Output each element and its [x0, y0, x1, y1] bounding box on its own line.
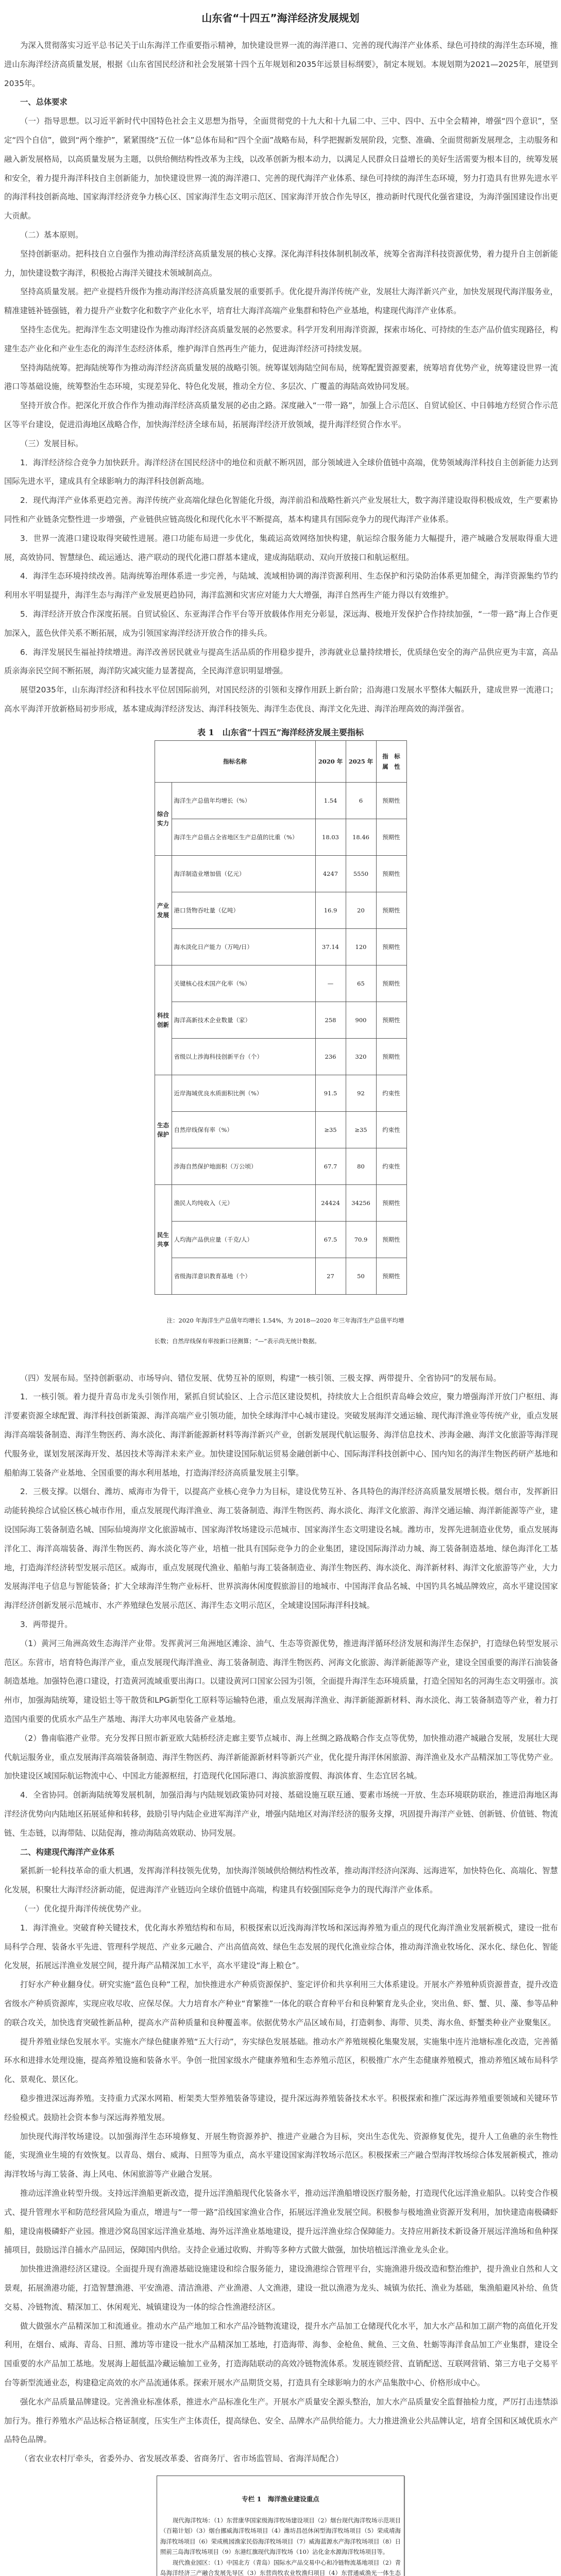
value-2025-cell: 18.46: [346, 819, 376, 855]
paragraph: 3．两带提升。: [20, 1620, 73, 1630]
section-general-requirements: [0, 93, 561, 718]
paragraph: 加快现代海洋牧场建设。以加强海洋生态环境修复、开展生物资源养护、推进产业融合为目标，突出生态优先、资源修复优先，提升人工鱼礁的亲生物性能，实现渔业生境的有效恢复。以青岛、烟台、威海、日照等为重点，高水平建设国家海洋牧场示范区。积极探索三产融合型海洋牧场综合体发展新模式，推动海洋牧场与海工装备、海上风电、休闲旅游等产业融合发展。: [4, 2131, 558, 2179]
indicator-name-cell: 海洋高新技术企业数量（家）: [172, 1002, 315, 1038]
value-2025-cell: 900: [346, 1002, 376, 1038]
indicator-attr-cell: 预期性: [376, 1038, 406, 1075]
category-cell: 生态保护: [155, 1075, 172, 1184]
table-row: [155, 1038, 406, 1075]
value-2025-cell: ≥35: [346, 1111, 376, 1148]
value-2025-cell: 34256: [346, 1184, 376, 1221]
value-2025-cell: 6: [346, 782, 376, 819]
paragraph: 坚持海陆统筹。把海陆统筹作为推动海洋经济高质量发展的战略引领。统筹谋划海陆空间布局，统筹配置资源要素，统筹培育优势产业，统筹建设世界一流港口等基础设施，统筹整治生态环境，实现差异化、特色化发展，推动全方位、多层次、广覆盖的海陆高效协同发展。: [4, 363, 558, 392]
table-row: [155, 1075, 406, 1111]
column-box-1: [157, 2476, 404, 2576]
value-2025-cell: 80: [346, 1148, 376, 1184]
value-2025-cell: 20: [346, 892, 376, 928]
paragraph: 坚持高质量发展。把产业提档升级作为推动海洋经济高质量发展的重要抓手。优化提升海洋传统产业，发展壮大海洋新兴产业，加快发展现代海洋服务业，精准建链补链强链，着力提升产业数字化和数字产业化水平，培育壮大海洋高端产业集群和特色产业基地，构建现代海洋产业体系。: [4, 287, 558, 316]
category-cell: 科技创新: [155, 965, 172, 1075]
table-row: [155, 782, 406, 819]
paragraph: 1．一核引领。着力提升青岛市龙头引领作用，紧抓自贸试验区、上合示范区建设契机，持续放大上合组织青岛峰会效应，聚力增强海洋开放门户枢纽、海洋要素资源全球配置、海洋科技创新策源、海洋高端产业引领功能，加快全球海洋中心城市建设。突破发展海洋交通运输、现代海洋渔业等传统产业，重点发展海洋高端装备制造、海洋生物医药、海水淡化、海洋新能源新材料等海洋新兴产业，创新发展现代航运服务、海洋信息技术、涉海金融、海洋文化旅游等海洋现代服务业，谋划发展深海开发、基因技术等海洋未来产业。加快建设国际航运贸易金融创新中心、国际海洋科技创新中心、国内知名的海洋生物医药研产基地和船舶海工装备产业基地、全国重要的海水利用基地，打造海洋经济高质量发展主引擎。: [4, 1392, 558, 1478]
indicator-name-cell: 自然岸线保有率（%）: [172, 1111, 315, 1148]
intro-paragraph: 为深入贯彻落实习近平总书记关于山东海洋工作重要指示精神，加快建设世界一流的海洋港口、完善的现代海洋产业体系、绿色可持续的海洋生态环境，推进山东海洋经济高质量发展，根据《山东省国民经济和社会发展第十四个五年规划和2035年远景目标纲要》，制定本规划。本规划期为2021—2025年，展望到2035年。: [4, 41, 558, 88]
indicator-name-cell: 海洋制造业增加值（亿元）: [172, 855, 315, 892]
value-2025-cell: 65: [346, 965, 376, 1002]
paragraph: 2．三极支撑。以烟台、潍坊、威海市为骨干，以提高产业核心竞争力为目标，建设优势互补、各具特色的海洋经济高质量发展增长极。烟台市，发挥新旧动能转换综合试验区核心城市作用，重点发展现代海洋渔业、海工装备制造、海洋生物医药、海水淡化、海洋文化旅游、海洋交通运输、海洋新能源等产业，建设国际海工装备制造名城、国际仙境海岸文化旅游城市、国家海洋牧场建设示范城市、国家海洋生态文明建设名城。潍坊市，发挥先进制造业优势，重点发展海洋化工、海洋高端装备、海洋生物医药、海水淡化等产业，培植一批具有国际竞争力的企业集团，建设国际海洋动力城、海工装备制造基地、绿色海洋化工基地，打造海洋经济转型发展示范区。威海市，重点发展现代渔业、船舶与海工装备制造业、海洋生物医药、海水淡化、海洋新材料、海洋文化旅游等产业，大力发展海洋电子信息与智能装备；扩大全球海洋生物产业标杆、世界滨海休闲度假旅游目的地城市、中国海洋食品名城、中国钓具名城品牌效应，高水平建设国家海洋经济创新发展示范城市、水产养殖绿色发展示范区、海洋生态文明示范区，全域建设国际海洋科技城。: [4, 1487, 558, 1611]
table-title: 表 1 山东省“十四五”海洋经济发展主要指标: [197, 727, 364, 737]
indicator-name-cell: 渔民人均纯收入（元）: [172, 1184, 315, 1221]
indicator-name-cell: 涉海自然保护地面积（万公顷）: [172, 1148, 315, 1184]
table-header-row: [155, 740, 406, 782]
paragraph: 提升养殖业绿色发展水平。实施水产绿色健康养殖“五大行动”，夯实绿色发展基础。推动水产养殖规模化集聚发展，实施集中连片池塘标准化改造，完善循环水和进排水处理设施，提高养殖设施和装备水平。争创一批国家级水产健康养殖和生态养殖示范区，积极推广水产生态健康养殖模式，推动养殖区域布局科学化、景观化、景区化。: [4, 2037, 558, 2084]
paragraph: 坚持开放合作。把深化开放合作作为推动海洋经济高质量发展的必由之路。深度融入“一带一路”，加强上合示范区、自贸试验区、中日韩地方经贸合作示范区等平台建设，促进沿海地区战略合作，加快海洋经济全球布局，拓展海洋经济开放领域，提升海洋经贸合作水平。: [4, 401, 558, 429]
indicator-name-cell: 关键核心技术国产化率（%）: [172, 965, 315, 1002]
paragraph: 3．世界一流港口建设取得突破性进展。港口功能布局进一步优化，集疏运高效网络加快构建，航运综合服务能力大幅提升，港产城融合发展取得重大进展，高效协同、智慧绿色、疏运通达、港产联动的现代化港口群基本建成，建成海陆联动、双向开放接口和航运枢纽。: [4, 533, 558, 562]
indicator-attr-cell: 预期性: [376, 855, 406, 892]
paragraph: 稳步推进深远海养殖。支持重力式深水网箱、桁架类大型养殖装备等建设，提升深远海养殖装备技术水平。积极探索和推广深远海养殖重要领域和关键环节经验模式。鼓励社会资本参与深远海养殖发展。: [4, 2093, 558, 2122]
paragraph: 做大做强水产品精深加工和流通业。推动水产品产地加工和水产品冷链物流建设，提升水产品加工仓储现代化水平，加大水产品和加工副产物的高值化开发利用，在烟台、威海、青岛、日照、潍坊等市建设一批水产品精深加工基地，打造海带、海参、金枪鱼、鱿鱼、三文鱼、牡蛎等海洋食品加工产业集群，建设全国重要的水产品加工基地。发展海上超低温冷藏运输加工业务，打造海陆联动的高效冷链物流体系。发展连锁经营、直销配送、互联网营销、第三方电子交易平台等新型流通业态，构建稳定高效的水产品流通体系。探索开展水产品期货交易，打造具有全球影响力的水产品集散中心、价格形成中心。: [4, 2321, 558, 2387]
paragraph: 1．海洋经济综合竞争力加快跃升。海洋经济在国民经济中的地位和贡献不断巩固，部分领域进入全球价值链中高端，优势领域海洋科技自主创新能力达到国际先进水平，建成具有全球影响力的海洋科技创新高地。: [4, 457, 558, 486]
section-heading: 一、总体要求: [20, 97, 67, 107]
value-2020-cell: 67.5: [315, 1221, 346, 1258]
paragraph: 6．海洋发展民生福祉持续增进。海洋改善居民就业与提高生活品质的作用稳步提升，涉海就业总量持续增长，优质绿色安全的海产品供应更为丰富，高品质亲海亲民空间不断拓展，海洋防灾减灾能力显著提高，全民海洋意识明显增强。: [4, 647, 558, 676]
paragraph: 4．海洋生态环境持续改善。陆海统筹治理体系进一步完善，与陆域、流域相协调的海洋资源利用、生态保护和污染防治体系更加健全，海洋资源集约节约利用水平明显提升，海洋生态与海洋产业发展更趋协同，海洋监测和灾害应对能力大大增强，海洋自然再生产能力得以有效维护。: [4, 571, 558, 600]
indicator-attr-cell: 预期性: [376, 928, 406, 965]
indicator-table: [155, 740, 407, 1295]
value-2020-cell: 258: [315, 1002, 346, 1038]
value-2020-cell: 236: [315, 1038, 346, 1075]
indicator-attr-cell: 预期性: [376, 892, 406, 928]
indicator-name-cell: 省级以上涉海科技创新平台（个）: [172, 1038, 315, 1075]
box-paragraph: 现代海洋牧场：（1）东营康华国家级海洋牧场建设项目（2）烟台现代海洋牧场示范项目（百箱计划）（3）烟台挪威海洋牧场项目（4）潍坊昌邑休闲型海洋牧场项目（5）荣成靖海海洋牧场项目（6）荣成桃园渔家民俗海洋牧场项目（7）威海蓝源水产海洋牧场项目（8）日照前三岛海洋牧场项目（9）东港红旗现代海洋牧场（10）沾化金水源海洋牧场项目等。: [160, 2516, 401, 2556]
indicator-name-cell: 港口货物吞吐量（亿吨）: [172, 892, 315, 928]
category-cell: 产业发展: [155, 855, 172, 965]
paragraph: 4．全省协同。创新海陆统筹发展机制，加强沿海与内陆规划政策协同对接、基础设施互联互通、要素市场统一开放、生态环境联防联治，推进沿海地区海洋经济优势向内陆地区拓展延伸和转移，鼓励引导内陆企业进军海洋产业，增强内陆地区对海洋经济的服务支撑，巩固提升海洋产业链、创新链、价值链、物流链、生态链，以海带陆、以陆促海，推动海陆高效联动、协同发展。: [4, 1790, 558, 1838]
value-2020-cell: 16.9: [315, 892, 346, 928]
value-2020-cell: 91.5: [315, 1075, 346, 1111]
paragraph: （一）指导思想。以习近平新时代中国特色社会主义思想为指导，全面贯彻党的十九大和十九届二中、三中、四中、五中全会精神，增强“四个意识”，坚定“四个自信”，做到“两个维护”，紧紧围绕“五位一体”总体布局和“四个全面”战略布局，科学把握新发展阶段，完整、准确、全面贯彻新发展理念，主动服务和融入新发展格局，以高质量发展为主题，以供给侧结构性改革为主线，以改革创新为根本动力，以满足人民群众日益增长的美好生活需要为根本目的，统筹发展和安全，着力提升海洋科技自主创新能力，加快建设世界一流的海洋港口、完善的现代海洋产业体系、绿色可持续的海洋生态环境，努力打造具有世界先进水平的海洋科技创新高地、国家海洋经济竞争力核心区、国家海洋生态文明示范区、国家海洋开放合作先导区，推动新时代现代化强省建设，为海洋强国建设作出更大贡献。: [4, 116, 558, 221]
value-2025-cell: 70.9: [346, 1221, 376, 1258]
header-attr: 指 标 属 性: [376, 740, 406, 782]
indicator-attr-cell: 约束性: [376, 1075, 406, 1111]
paragraph: （省农业农村厅牵头，省委外办、省发展改革委、省商务厅、省市场监管局、省海洋局配合）: [20, 2454, 344, 2464]
value-2020-cell: 1.54: [315, 782, 346, 819]
paragraph: （一）优化提升海洋传统优势产业。: [20, 1904, 146, 1913]
header-2020: 2020 年: [315, 740, 346, 782]
paragraph: 加快推进渔港经济区建设。全面提升现有渔港基础设施建设和综合服务能力，建设渔港综合管理平台，实施渔港升级改造和整治维护，提升渔业自然和人文景观，拓展渔港功能，打造智慧渔港、平安渔港、清洁渔港、产业渔港、人文渔港，建设一批以渔港为龙头、城镇为依托、渔业为基础，集渔船避风补给、鱼货交易、冷链物流、精深加工、休闲观光、城镇建设为一体的综合性渔港经济区。: [4, 2264, 558, 2312]
category-cell: 民生共享: [155, 1184, 172, 1294]
table-row: [155, 1148, 406, 1184]
value-2025-cell: 92: [346, 1075, 376, 1111]
indicator-attr-cell: 约束性: [376, 1111, 406, 1148]
indicator-name-cell: 省级海洋意识教育基地（个）: [172, 1258, 315, 1294]
indicator-attr-cell: 预期性: [376, 1221, 406, 1258]
indicator-name-cell: 近岸海域优良水质面积比例（%）: [172, 1075, 315, 1111]
value-2020-cell: —: [315, 965, 346, 1002]
page-title: 山东省“十四五”海洋经济发展规划: [201, 12, 360, 24]
value-2025-cell: 50: [346, 1258, 376, 1294]
value-2020-cell: 18.03: [315, 819, 346, 855]
indicator-attr-cell: 预期性: [376, 782, 406, 819]
header-2025: 2025 年: [346, 740, 376, 782]
indicator-attr-cell: 预期性: [376, 1002, 406, 1038]
section-heading: 二、构建现代海洋产业体系: [20, 1847, 115, 1857]
indicator-table-section: [155, 725, 407, 1295]
indicator-attr-cell: 约束性: [376, 1148, 406, 1184]
paragraph: （二）基本原则。: [20, 230, 83, 240]
table-row: [155, 1258, 406, 1294]
box-title: 专栏 1 海洋渔业建设重点: [242, 2495, 319, 2503]
paragraph: 紧抓新一轮科技革命的重大机遇，发挥海洋科技领先优势，加快海洋领域供给侧结构性改革，推动海洋经济向深海、远海进军，加快特色化、高端化、智慧化发展，积聚壮大海洋经济新动能，促进海洋产业链迈向全球价值链中高端，构建具有较强国际竞争力的现代海洋产业体系。: [4, 1866, 558, 1895]
paragraph: 强化水产品质量品牌建设。完善渔业标准体系，推进水产品标准化生产。开展水产质量安全源头整治，加大水产品质量安全监督抽检力度，严厉打击违禁添加行为。推行养殖水产品达标合格证制度，压实生产主体责任，提高绿色、安全、品牌水产品供给能力。大力推进渔业公共品牌认定，培育全国和区域优质水产品特色品牌。: [4, 2397, 558, 2445]
paragraph: （2）鲁南临港产业带。充分发挥日照市新亚欧大陆桥经济走廊主要节点城市、海上丝绸之路战略合作支点等优势，加快推动港产城融合发展，发展壮大现代航运服务业，重点发展海洋高端装备制造、海洋生物医药、海洋新能源新材料等新兴产业，优化提升海洋休闲旅游、海洋渔业及水产品精深加工等优势产业。加快建设区域国际航运物流中心、中国北方能源枢纽，打造现代化国际港口、海滨旅游度假、海滨体育、生态宜居名城。: [4, 1733, 558, 1781]
value-2020-cell: 24424: [315, 1184, 346, 1221]
paragraph: 坚持生态优先。把海洋生态文明建设作为推动海洋经济高质量发展的必然要求。科学开发利用海洋资源，探索市场化、可持续的生态产品价值实现路径，构建生态产业化和产业生态化的海洋生态经济体系，维护海洋自然再生产能力，促进海洋经济可持续发展。: [4, 325, 558, 353]
indicator-name-cell: 海洋生产总值年均增长（%）: [172, 782, 315, 819]
paragraph: 推动远洋渔业转型升级。支持远洋渔船更新改造，提升远洋渔船现代化装备水平，推动远洋渔船增设医疗服务舱，打造现代化远洋渔业船队。以转变合作模式、提升管理水平和防范经营风险为重点，增进与“一带一路”沿线国家渔业合作，拓展远洋渔业发展空间。积极参与极地渔业资源开发利用，加快建造南极磷虾船，建设南极磷虾产业园。推进沙窝岛国家远洋渔业基地、海外远洋渔业基地建设，提升远洋渔业综合保障能力。支持应用新技术新设备开展远洋渔场和鱼种探捕项目，鼓励远洋自捕水产品回运，保障国内供给。支持企业通过收购、并购等多种方式做大做强，加快培植远洋渔业龙头企业。: [4, 2188, 558, 2255]
paragraph: 展望2035年，山东海洋经济和科技水平位居国际前列，对国民经济的引领和支撑作用跃上新台阶；沿海港口发展水平整体大幅跃升，建成世界一流港口；高水平海洋开放新格局初步形成，基本建成海洋经济发达、海洋科技领先、海洋生态优良、海洋文化先进、海洋治理高效的海洋强省。: [4, 685, 558, 714]
section-layout-and-industry: [0, 1369, 561, 2468]
table-row: [155, 892, 406, 928]
paragraph: 坚持创新驱动。把科技自立自强作为推动海洋经济高质量发展的核心支撑。深化海洋科技体制机制改革，统筹全省海洋科技资源优势，着力提升自主创新能力，加快建设数字海洋，积极抢占海洋关键技术领域制高点。: [4, 249, 558, 278]
box-paragraph: 现代渔业园区：（1）中国北方（青岛）国际水产品交易中心和冷链物流基地项目（2）青岛海洋经济三产融合发展先导区（3）东营尚牧农业牧渔归项目（4）东营通威渔光一体生态: [160, 2558, 401, 2576]
paragraph: 1．海洋渔业。突破育种关键技术，优化海水养殖结构和布局，积极探索以近浅海海洋牧场和深远海养殖为重点的现代化海洋渔业发展新模式，建设一批布局科学合理、装备水平先进、管理科学规范、产业多元融合、产出高值高效、绿色生态发展的现代化渔业综合体，推动海洋渔业牧场化、深水化、绿色化、智能化发展，拓展远洋渔业发展空间，提升海产品精深加工水平，高水平建设“海上粮仓”。: [4, 1923, 558, 1971]
table-row: [155, 1221, 406, 1258]
table-row: [155, 1111, 406, 1148]
value-2020-cell: 27: [315, 1258, 346, 1294]
value-2020-cell: 67.7: [315, 1148, 346, 1184]
indicator-name-cell: 海洋生产总值占全省地区生产总值的比重（%）: [172, 819, 315, 855]
value-2025-cell: 5550: [346, 855, 376, 892]
value-2025-cell: 120: [346, 928, 376, 965]
value-2025-cell: 320: [346, 1038, 376, 1075]
indicator-attr-cell: 预期性: [376, 1184, 406, 1221]
value-2020-cell: 37.14: [315, 928, 346, 965]
paragraph: 打好水产种业翻身仗。研究实施“蓝色良种”工程，加快推进水产种质资源保护、鉴定评价和共享利用三大体系建设。开展水产养殖种质资源普查，提升改造省级水产种质资源库，实现应收尽收、应保尽保。大力培育水产种业“育繁推”一体化的联合育种平台和良种繁育龙头企业，突出鱼、虾、蟹、贝、藻、参等品种的联合攻关，加快选育突破性新品种，提高水产苗种质量和良种覆盖率。依据优势水产品区域布局，打造刺参、海带、贝类、海水鱼、虾蟹类种业产业聚集区。: [4, 1980, 558, 2027]
header-name: 指标名称: [155, 740, 315, 782]
value-2020-cell: ≥35: [315, 1111, 346, 1148]
table-row: [155, 1184, 406, 1221]
indicator-attr-cell: 预期性: [376, 819, 406, 855]
indicator-attr-cell: 预期性: [376, 1258, 406, 1294]
category-cell: 综合实力: [155, 782, 172, 855]
table-row: [155, 855, 406, 892]
paragraph: （1）黄河三角洲高效生态海洋产业带。发挥黄河三角洲地区滩涂、油气、生态等资源优势，推进海洋循环经济发展和海洋生态保护，打造绿色转型发展示范区。东营市，培育特色海洋产业，重点发展现代海洋渔业、海工装备制造、海洋生物医药、河海文化旅游、海洋新能源等产业，建设全国重要的海洋石油装备制造基地。加强特色港口建设，打造黄河流域重要出海口。以建设黄河口国家公园为引领，全面提升海洋生态环境质量，打造全国知名的河海生态文明强市。滨州市，加强海陆统筹，建设铝土等干散货和LPG新型化工原料等运输特色港，重点发展海洋渔业、海洋新能源新材料、海水淡化、海工装备制造等产业，着力打造国内重要的优质水产品生产基地、海洋大功率风电装备产业基地。: [4, 1638, 558, 1724]
indicator-name-cell: 人均海产品供应量（千克/人）: [172, 1221, 315, 1258]
indicator-name-cell: 海水淡化日产能力（万吨/日）: [172, 928, 315, 965]
table-note: 注：2020 年海洋生产总值年均增长 1.54%，为 2018—2020 年三年海洋生产总值平均增长数；自然岸线保有率按新口径测算；“—”表示尚无统计数据。: [154, 1316, 404, 1345]
table-row: [155, 965, 406, 1002]
paragraph: 5．海洋经济开放合作深度拓展。自贸试验区、东亚海洋合作平台等开放载体作用充分彰显，深远海、极地开发保护合作持续加强，“一带一路”海上合作更加深入，蓝色伙伴关系不断拓展，成为引领国家海洋经济开放合作的排头兵。: [4, 609, 558, 638]
table-row: [155, 928, 406, 965]
table-row: [155, 1002, 406, 1038]
paragraph: （三）发展目标。: [20, 438, 83, 448]
table-row: [155, 819, 406, 855]
indicator-attr-cell: 预期性: [376, 965, 406, 1002]
paragraph: （四）发展布局。坚持创新驱动、市场导向、错位发展、优势互补的原则，构建“一核引领、三极支撑、两带提升、全省协同”的发展布局。: [20, 1373, 501, 1383]
paragraph: 2．现代海洋产业体系更趋完善。海洋传统产业高端化绿色化智能化升级，海洋前沿和战略性新兴产业发展壮大，数字海洋建设取得积极成效，生产要素协同性和产业链条完整性进一步增强，产业链供应链高级化和现代化水平不断提高，基本构建具有国际竞争力的现代海洋产业体系。: [4, 496, 558, 524]
value-2020-cell: 4247: [315, 855, 346, 892]
